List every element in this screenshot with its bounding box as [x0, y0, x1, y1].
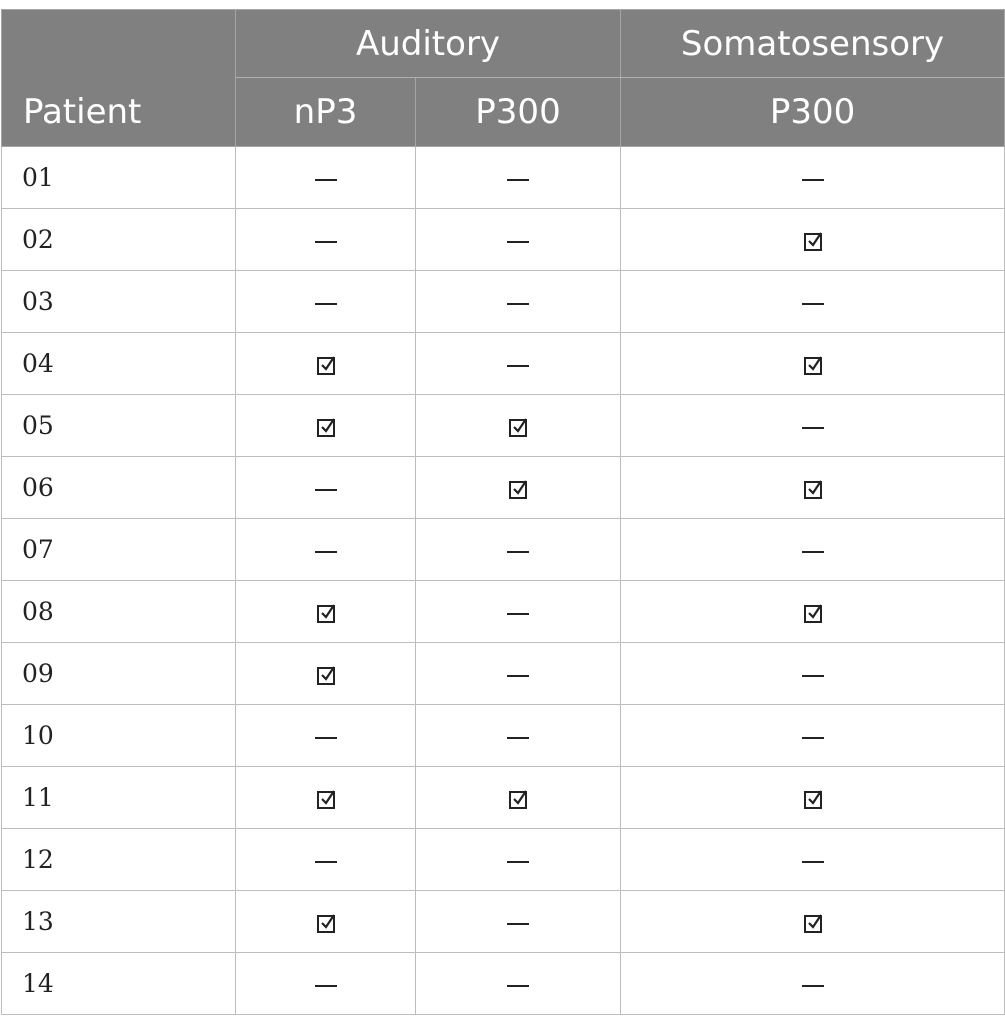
dash-icon	[802, 861, 824, 863]
check-icon	[804, 233, 822, 251]
header-auditory-np3: nP3	[236, 78, 416, 147]
table-row	[2, 333, 1005, 395]
cell-somatosensory-p300	[621, 891, 1005, 953]
cell-auditory-np3	[236, 705, 416, 767]
dash-icon	[507, 551, 529, 553]
cell-auditory-np3	[236, 457, 416, 519]
dash-icon	[315, 985, 337, 987]
patient-id: 01	[2, 147, 236, 209]
cell-auditory-p300	[416, 271, 621, 333]
cell-somatosensory-p300	[621, 519, 1005, 581]
cell-auditory-np3	[236, 271, 416, 333]
cell-auditory-p300	[416, 953, 621, 1015]
table-body	[2, 147, 1005, 1015]
check-icon	[804, 357, 822, 375]
table-row	[2, 953, 1005, 1015]
cell-auditory-p300	[416, 395, 621, 457]
patient-id: 08	[2, 581, 236, 643]
check-icon	[317, 667, 335, 685]
results-table-container	[1, 9, 1005, 1015]
dash-icon	[507, 365, 529, 367]
check-icon	[804, 481, 822, 499]
check-icon	[804, 915, 822, 933]
patient-id: 10	[2, 705, 236, 767]
dash-icon	[802, 303, 824, 305]
patient-id: 09	[2, 643, 236, 705]
header-group-somatosensory: Somatosensory	[621, 10, 1005, 78]
dash-icon	[802, 427, 824, 429]
table-row	[2, 457, 1005, 519]
cell-auditory-p300	[416, 767, 621, 829]
cell-auditory-np3	[236, 829, 416, 891]
table-row	[2, 891, 1005, 953]
patient-id: 13	[2, 891, 236, 953]
cell-somatosensory-p300	[621, 705, 1005, 767]
patient-id: 06	[2, 457, 236, 519]
table-row	[2, 643, 1005, 705]
check-icon	[509, 791, 527, 809]
cell-somatosensory-p300	[621, 643, 1005, 705]
check-icon	[317, 791, 335, 809]
dash-icon	[507, 303, 529, 305]
cell-auditory-p300	[416, 147, 621, 209]
dash-icon	[315, 489, 337, 491]
check-icon	[317, 915, 335, 933]
cell-auditory-np3	[236, 147, 416, 209]
table-row	[2, 519, 1005, 581]
dash-icon	[507, 675, 529, 677]
patient-id: 05	[2, 395, 236, 457]
cell-auditory-p300	[416, 829, 621, 891]
cell-auditory-p300	[416, 457, 621, 519]
dash-icon	[507, 737, 529, 739]
table-header	[2, 10, 1005, 147]
results-table	[1, 9, 1005, 1015]
cell-auditory-np3	[236, 519, 416, 581]
dash-icon	[802, 551, 824, 553]
table-row	[2, 581, 1005, 643]
check-icon	[509, 419, 527, 437]
patient-id: 04	[2, 333, 236, 395]
dash-icon	[802, 737, 824, 739]
check-icon	[317, 419, 335, 437]
cell-auditory-np3	[236, 643, 416, 705]
table-row	[2, 705, 1005, 767]
table-row	[2, 147, 1005, 209]
cell-somatosensory-p300	[621, 953, 1005, 1015]
cell-auditory-np3	[236, 891, 416, 953]
cell-somatosensory-p300	[621, 395, 1005, 457]
dash-icon	[507, 861, 529, 863]
patient-id: 11	[2, 767, 236, 829]
header-group-auditory: Auditory	[236, 10, 621, 78]
patient-id: 02	[2, 209, 236, 271]
cell-auditory-p300	[416, 519, 621, 581]
header-auditory-p300: P300	[416, 78, 621, 147]
cell-somatosensory-p300	[621, 209, 1005, 271]
cell-auditory-p300	[416, 705, 621, 767]
dash-icon	[507, 923, 529, 925]
cell-auditory-np3	[236, 767, 416, 829]
cell-somatosensory-p300	[621, 147, 1005, 209]
dash-icon	[315, 551, 337, 553]
cell-somatosensory-p300	[621, 829, 1005, 891]
dash-icon	[315, 861, 337, 863]
dash-icon	[802, 985, 824, 987]
check-icon	[804, 605, 822, 623]
cell-somatosensory-p300	[621, 581, 1005, 643]
patient-id: 03	[2, 271, 236, 333]
dash-icon	[315, 179, 337, 181]
dash-icon	[507, 179, 529, 181]
cell-auditory-np3	[236, 581, 416, 643]
patient-id: 12	[2, 829, 236, 891]
cell-auditory-np3	[236, 209, 416, 271]
header-patient: Patient	[2, 10, 236, 147]
cell-auditory-p300	[416, 209, 621, 271]
dash-icon	[507, 613, 529, 615]
check-icon	[804, 791, 822, 809]
dash-icon	[802, 179, 824, 181]
cell-auditory-p300	[416, 581, 621, 643]
cell-auditory-p300	[416, 333, 621, 395]
table-row	[2, 767, 1005, 829]
cell-auditory-np3	[236, 953, 416, 1015]
table-row	[2, 395, 1005, 457]
dash-icon	[507, 985, 529, 987]
cell-somatosensory-p300	[621, 271, 1005, 333]
cell-auditory-np3	[236, 333, 416, 395]
cell-auditory-np3	[236, 395, 416, 457]
dash-icon	[315, 737, 337, 739]
check-icon	[317, 357, 335, 375]
patient-id: 07	[2, 519, 236, 581]
table-row	[2, 271, 1005, 333]
table-row	[2, 209, 1005, 271]
check-icon	[509, 481, 527, 499]
cell-auditory-p300	[416, 891, 621, 953]
cell-somatosensory-p300	[621, 333, 1005, 395]
dash-icon	[802, 675, 824, 677]
patient-id: 14	[2, 953, 236, 1015]
dash-icon	[315, 241, 337, 243]
cell-auditory-p300	[416, 643, 621, 705]
check-icon	[317, 605, 335, 623]
cell-somatosensory-p300	[621, 767, 1005, 829]
cell-somatosensory-p300	[621, 457, 1005, 519]
dash-icon	[315, 303, 337, 305]
dash-icon	[507, 241, 529, 243]
table-row	[2, 829, 1005, 891]
header-somatosensory-p300: P300	[621, 78, 1005, 147]
